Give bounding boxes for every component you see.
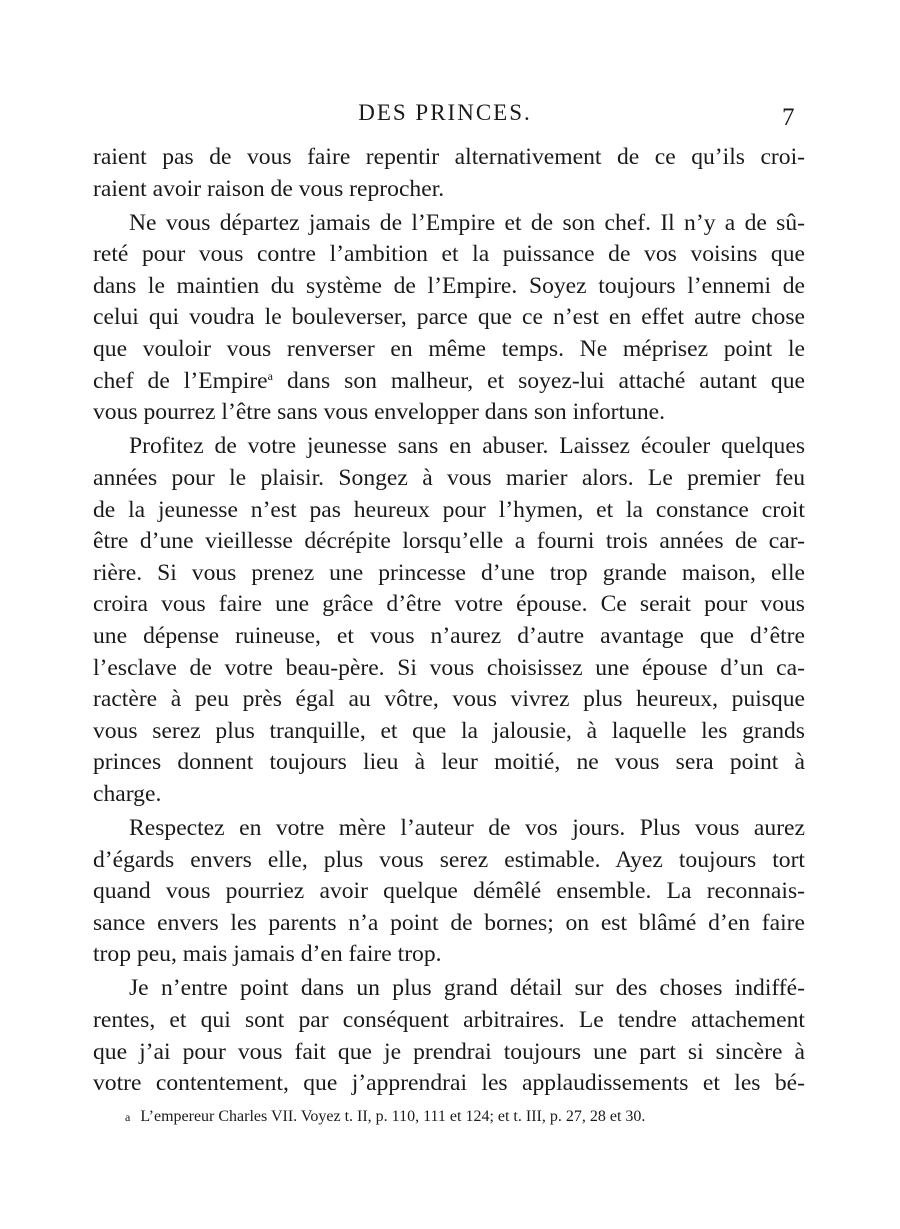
footnote-mark: a [125,1110,131,1124]
text-line: rière. Si vous prenez une princesse d’une trop grande maison, elle [93,559,805,586]
text-line: raient pas de vous faire repentir alternativement de ce qu’ils croi- [93,144,805,170]
text-line: croira vous faire une grâce d’être votre épouse. Ce serait pour vous [93,591,805,618]
page-number: 7 [782,104,795,131]
text-line: rentes, et qui sont par conséquent arbitraires. Le tendre attachement [93,1007,805,1034]
text-line: quand vous pourriez avoir quelque démêlé ensemble. La reconnais- [93,878,805,905]
running-title: DES PRINCES. [358,100,532,125]
text-line: trop peu, mais jamais d’en faire trop. [93,941,442,968]
text-line: charge. [93,780,162,807]
paragraph-5 [93,973,805,1099]
text-line: votre contentement, que j’apprendrai les applaudissements et les bé- [93,1070,805,1097]
text-line: être d’une vieillesse décrépite lorsqu’elle a fourni trois années de car- [93,528,805,555]
text-line: que vouloir vous renverser en même temps. Ne méprisez point le [93,336,805,363]
text-segment: dans son malheur, et soyez-lui attaché autant que [272,367,805,394]
footnote-text: L’empereur Charles VII. Voyez t. II, p. 110, 111 et 124; et t. III, p. 27, 28 et 30. [140,1108,646,1125]
paragraph-1 [93,142,805,205]
body-text [93,142,805,1102]
text-line: d’égards envers elle, plus vous serez estimable. Ayez toujours tort [93,846,805,873]
text-line: vous pourrez l’être sans vous envelopper dans son infortune. [93,399,665,426]
text-line: Je n’entre point dans un plus grand détail sur des choses indiffé- [129,975,805,1002]
text-segment: chef de l’Empire [93,367,268,394]
text-line: Respectez en votre mère l’auteur de vos jours. Plus vous aurez [129,814,805,841]
text-line: sance envers les parents n’a point de bornes; on est blâmé d’en faire [93,909,805,936]
text-line: Profitez de votre jeunesse sans en abuser. Laissez écouler quelques [129,433,805,460]
text-line: celui qui voudra le bouleverser, parce que ce n’est en effet autre chose [93,304,805,331]
text-line: raient avoir raison de vous reprocher. [93,175,445,202]
paragraph-4 [93,813,805,971]
text-line: dans le maintien du système de l’Empire. Soyez toujours l’ennemi de [93,272,805,299]
footnote [125,1108,765,1126]
footnote-reference: a [267,368,273,383]
text-line: Ne vous départez jamais de l’Empire et de son chef. Il n’y a de sû- [129,209,805,236]
text-line: de la jeunesse n’est pas heureux pour l’hymen, et la constance croit [93,496,805,523]
paragraph-3 [93,431,805,810]
text-line: l’esclave de votre beau-père. Si vous choisissez une épouse d’un ca- [93,654,805,681]
paragraph-2 [93,208,805,429]
text-line: reté pour vous contre l’ambition et la puissance de vos voisins que [93,241,805,268]
text-line: une dépense ruineuse, et vous n’aurez d’autre avantage que d’être [93,622,805,649]
text-line-with-footnote-ref [93,366,805,398]
text-line: ractère à peu près égal au vôtre, vous vivrez plus heureux, puisque [93,686,805,713]
text-line: vous serez plus tranquille, et que la jalousie, à laquelle les grands [93,717,805,744]
text-line: princes donnent toujours lieu à leur moitié, ne vous sera point à [93,749,805,776]
text-line: années pour le plaisir. Songez à vous marier alors. Le premier feu [93,464,805,491]
text-line: que j’ai pour vous fait que je prendrai toujours une part si sincère à [93,1038,805,1065]
